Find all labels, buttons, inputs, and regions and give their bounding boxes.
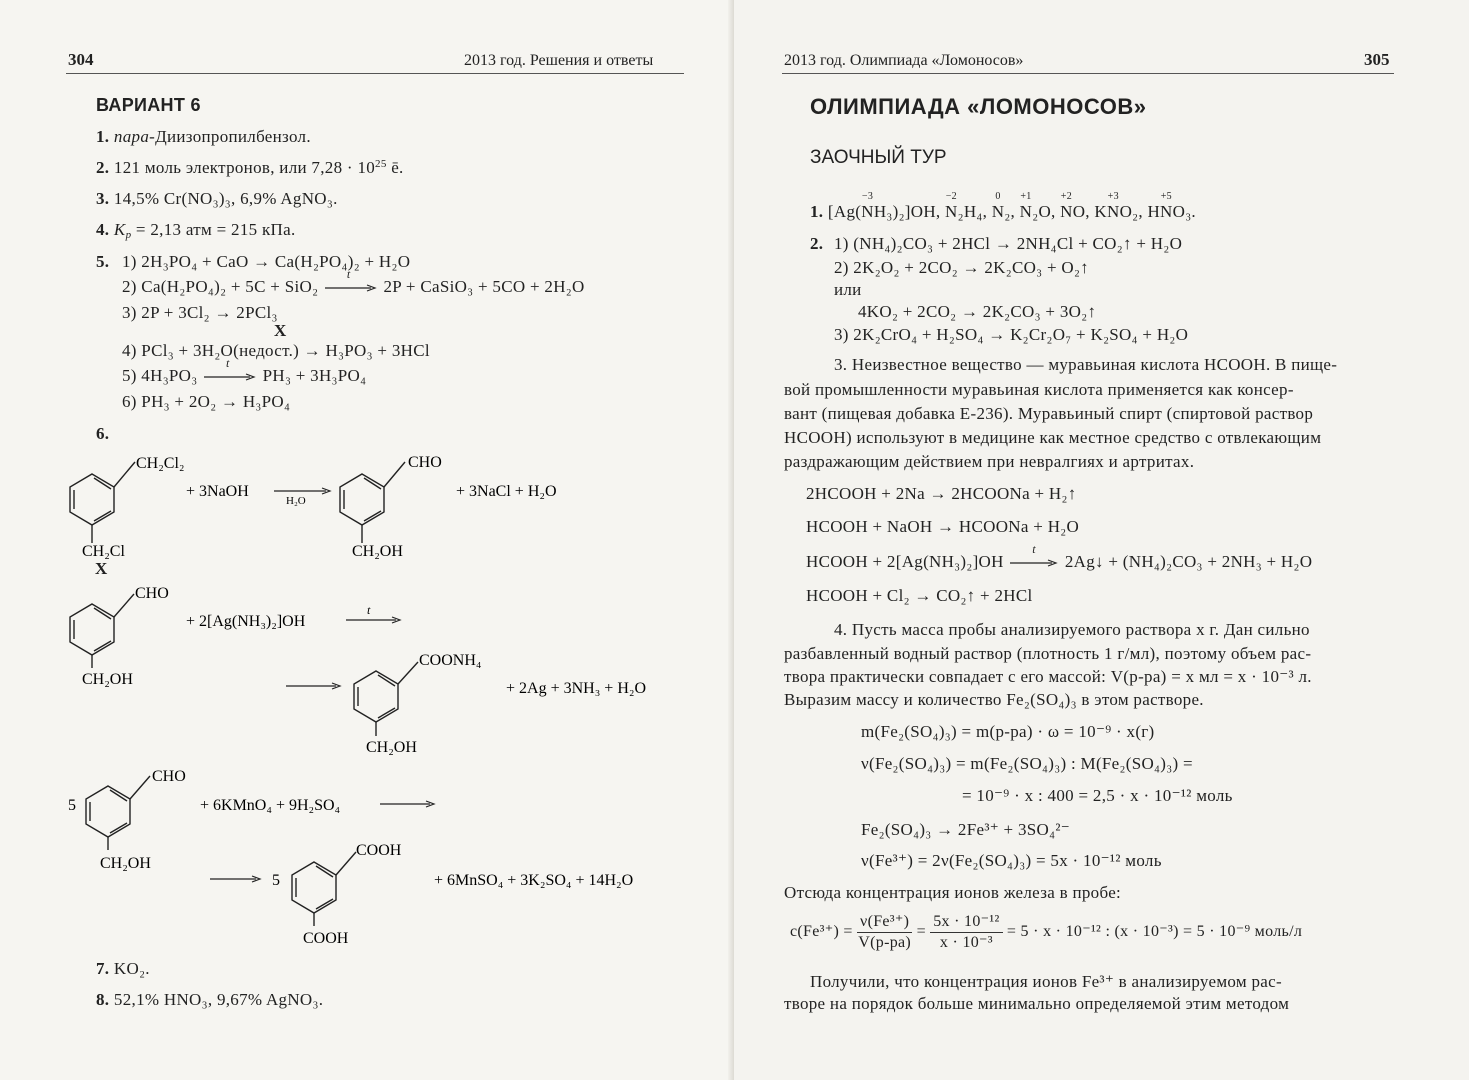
substituent: CH₂OH	[82, 671, 133, 688]
equation-part: 2Ag↓ + (NH₄)₂CO₃ + 2NH₃ + H₂O	[1064, 552, 1313, 571]
formula-part: O,	[1072, 202, 1095, 221]
header-rule	[66, 73, 684, 74]
reagent: + 3NaOH	[186, 483, 249, 500]
atom: N	[991, 202, 1005, 221]
answer-text: 121 моль электронов, или 7,28 · 10	[113, 158, 376, 177]
paragraph-line: Получили, что концентрация ионов Fe³⁺ в анализируемом рас-	[810, 972, 1282, 991]
heat-arrow	[323, 267, 379, 297]
x-mark: X	[274, 321, 287, 340]
reagent: + 2[Ag(NH₃)₂]OH	[186, 613, 306, 630]
equation-line: 1) (NH₄)₂CO₃ + 2HCl → 2NH₄Cl + CO₂↑ + H₂O	[834, 234, 1183, 253]
equation-part: 2P + CaSiO₃ + 5CO + 2H₂O	[383, 277, 585, 296]
byproducts: + 6MnSO₄ + 3K₂SO₄ + 14H₂O	[434, 872, 634, 889]
answer-3	[96, 189, 338, 209]
formula-part: K	[1094, 202, 1107, 221]
equation-line: HCOOH + NaOH → HCOONa + H₂O	[806, 517, 1080, 536]
left-page	[0, 0, 734, 1080]
equation-line: 3) 2K₂CrO₄ + H₂SO₄ → K₂Cr₂O₇ + K₂SO₄ + H₂O	[834, 325, 1189, 344]
formula-part: O₂,	[1119, 202, 1148, 221]
formula-part: H₃)₂]OH,	[873, 202, 946, 221]
paragraph-line: 3. Неизвестное вещество — муравьиная кислота HCOOH. В пище-	[834, 355, 1338, 374]
answer-1	[810, 191, 1196, 222]
equation-line: 3) 2P + 3Cl₂ → 2PCl₃	[122, 303, 278, 322]
answer-number: 1.	[810, 202, 824, 221]
answer-number: 3.	[96, 189, 110, 208]
answer-subscript: p	[125, 229, 132, 241]
fraction	[857, 912, 912, 953]
benzene-ring	[70, 462, 135, 543]
benzene-ring	[354, 662, 418, 736]
page-number: 305	[1364, 50, 1390, 69]
oxidized-atom	[945, 191, 958, 222]
oxidized-atom	[1160, 191, 1173, 222]
formula-rhs: = 5 · x · 10⁻¹² : (x · 10⁻³) = 5 · 10⁻⁹ моль/л	[1006, 923, 1303, 941]
oxidation-state: +5	[1160, 191, 1172, 202]
equation-line: = 10⁻⁹ · x : 400 = 2,5 · x · 10⁻¹² моль	[962, 786, 1233, 805]
answer-2	[96, 158, 404, 178]
substituent: CHO	[135, 585, 169, 602]
equals-sign: =	[916, 923, 926, 941]
formula-part: H	[1147, 202, 1161, 221]
equation-line: 4KO₂ + 2CO₂ → 2K₂CO₃ + 3O₂↑	[858, 302, 1097, 321]
equation-part: 5) 4H₃PO₃	[122, 366, 198, 385]
atom: N	[945, 202, 958, 221]
answer-number: 4.	[96, 220, 110, 239]
equation-line: ν(Fe₂(SO₄)₃) = m(Fe₂(SO₄)₃) : M(Fe₂(SO₄)₃) =	[861, 754, 1193, 773]
atom: N	[1019, 202, 1033, 221]
oxidized-atom	[1019, 191, 1033, 222]
denominator: x · 10⁻³	[939, 934, 993, 951]
answer-number: 2.	[96, 158, 110, 177]
formula-part: ₂H₄,	[957, 202, 992, 221]
fraction	[930, 912, 1002, 953]
paragraph-line: HCOOH) используют в медицине как местное средство с отвлекающим	[784, 428, 1322, 447]
arrow-icon	[1008, 558, 1058, 568]
atom: N	[1160, 202, 1173, 221]
answer-1	[96, 127, 311, 147]
header-rule	[782, 73, 1394, 74]
exponent: 25	[375, 158, 387, 170]
answer-8	[96, 990, 323, 1010]
connector-word: или	[834, 280, 862, 299]
equation-line: 2HCOOH + 2Na → 2HCOONa + H₂↑	[806, 484, 1077, 503]
answer-number: 8.	[96, 990, 110, 1009]
answer-text: -Диизопропилбензол.	[149, 127, 311, 146]
running-head: 2013 год. Олимпиада «Ломоносов»	[784, 52, 1024, 69]
equation-line: m(Fe₂(SO₄)₃) = m(р-ра) · ω = 10⁻⁹ · x(г)	[861, 722, 1155, 741]
substituent: CHO	[152, 768, 186, 785]
arrow-label: t	[346, 267, 351, 281]
paragraph-line: вант (пищевая добавка Е-236). Муравьиный спирт (спиртовой раствор	[784, 404, 1314, 423]
italic-prefix: пара	[113, 127, 150, 146]
page-number: 304	[68, 50, 94, 69]
equation-line: 6) PH₃ + 2O₂ → H₃PO₄	[122, 392, 291, 411]
reaction-1-scheme	[60, 448, 600, 578]
equation-line: 1) 2H₃PO₄ + CaO → Ca(H₂PO₄)₂ + H₂O	[122, 252, 411, 271]
oxidized-atom	[861, 191, 874, 222]
equation-line: 4) PCl₃ + 3H₂O(недост.) → H₃PO₃ + 3HCl	[122, 341, 430, 360]
formula-part: ₂O,	[1032, 202, 1061, 221]
atom: N	[1060, 202, 1073, 221]
oxidized-atom	[1060, 191, 1073, 222]
answer-7	[96, 959, 150, 979]
numerator: 5x · 10⁻¹²	[930, 912, 1002, 933]
equation-part: 2) Ca(H₂PO₄)₂ + 5C + SiO₂	[122, 277, 319, 296]
equation-line: HCOOH + Cl₂ → CO₂↑ + 2HCl	[806, 586, 1033, 605]
paragraph-line: раздражающим действием при невралгиях и артритах.	[784, 452, 1195, 471]
paragraph-line: Выразим массу и количество Fe₂(SO₄)₃ в этом растворе.	[784, 690, 1204, 709]
byproducts: + 2Ag + 3NH₃ + H₂O	[506, 680, 646, 697]
answer-text: KO₂.	[113, 959, 150, 978]
substituent: CH₂OH	[100, 855, 151, 872]
reagent: + 6KMnO₄ + 9H₂SO₄	[200, 797, 341, 814]
answer-text: 52,1% HNO₃, 9,67% AgNO₃.	[113, 990, 324, 1009]
atom: N	[1106, 202, 1120, 221]
formula-part: [Ag(	[827, 202, 862, 221]
benzene-ring	[340, 462, 405, 543]
concentration-formula	[790, 912, 1302, 953]
substituent: COOH	[303, 930, 349, 947]
substituent: COOH	[356, 842, 402, 859]
oxidized-atom	[1106, 191, 1120, 222]
paragraph-line: вой промышленности муравьиная кислота применяется как консер-	[784, 380, 1294, 399]
condition: H₂O	[286, 495, 306, 507]
answer-number: 2.	[810, 234, 824, 253]
equation-line: Fe₂(SO₄)₃ → 2Fe³⁺ + 3SO₄²⁻	[861, 820, 1071, 839]
byproducts: + 3NaCl + H₂O	[456, 483, 557, 500]
substituent: CHO	[408, 454, 442, 471]
answer-text: 14,5% Cr(NO₃)₃, 6,9% AgNO₃.	[113, 189, 338, 208]
heat-arrow	[202, 356, 258, 386]
coefficient: 5	[272, 872, 280, 889]
paragraph-line: твора практически совпадает с его массой: V(р-ра) = x мл = x · 10⁻³ л.	[784, 667, 1312, 686]
oxidized-atom	[991, 191, 1005, 222]
equation-part: HCOOH + 2[Ag(NH₃)₂]OH	[806, 552, 1004, 571]
formula-lhs: c(Fe³⁺) =	[790, 923, 853, 941]
answer-number: 7.	[96, 959, 110, 978]
arrow-icon	[202, 372, 256, 382]
arrow-label: t	[226, 356, 230, 370]
oxidation-state: −2	[945, 191, 957, 202]
equation-line: 2) 2K₂O₂ + 2CO₂ → 2K₂CO₃ + O₂↑	[834, 258, 1089, 277]
reaction-2-scheme	[60, 578, 700, 758]
atom: N	[861, 202, 874, 221]
answer-number: 1.	[96, 127, 110, 146]
oxidation-state: +1	[1020, 191, 1032, 202]
running-head: 2013 год. Решения и ответы	[464, 52, 654, 69]
denominator: V(р-ра)	[858, 934, 912, 951]
paragraph-line: Отсюда концентрация ионов железа в пробе:	[784, 883, 1122, 902]
answer-symbol: K	[113, 220, 126, 239]
oxidation-state: +2	[1060, 191, 1073, 202]
oxidation-state: −3	[861, 191, 874, 202]
equation-part: PH₃ + 3H₃PO₄	[262, 366, 367, 385]
coefficient: 5	[68, 797, 76, 814]
answer-tail: = 2,13 атм = 215 кПа.	[131, 220, 296, 239]
equation-line	[122, 356, 367, 386]
section-title: ОЛИМПИАДА «ЛОМОНОСОВ»	[810, 94, 1147, 119]
paragraph-line: разбавленный водный раствор (плотность 1 г/мл), поэтому объем рас-	[784, 644, 1312, 663]
substituent: CH₂OH	[352, 543, 403, 560]
substituent: CH₂OH	[366, 739, 417, 756]
substituent: COONH₄	[419, 652, 482, 669]
benzene-ring	[70, 594, 134, 668]
equation-line	[122, 267, 585, 297]
formula-part: ₂,	[1004, 202, 1020, 221]
x-mark: X	[95, 559, 108, 578]
variant-title: ВАРИАНТ 6	[96, 95, 201, 115]
benzene-ring	[292, 852, 356, 926]
equation-line: ν(Fe³⁺) = 2ν(Fe₂(SO₄)₃) = 5x · 10⁻¹² моль	[861, 851, 1162, 870]
reaction-3-scheme	[60, 764, 700, 954]
answer-4	[96, 220, 296, 241]
oxidation-state: +3	[1107, 191, 1119, 202]
equation-line	[806, 542, 1313, 572]
oxidation-state: 0	[995, 191, 1001, 202]
numerator: ν(Fe³⁺)	[857, 912, 912, 933]
benzene-ring	[86, 776, 150, 850]
condition: t	[367, 603, 371, 617]
substituent: CH₂Cl	[82, 543, 125, 560]
substituent: CH₂Cl₂	[136, 455, 185, 472]
paragraph-line: творе на порядок больше минимально определяемой этим методом	[784, 994, 1290, 1013]
answer-number: 6.	[96, 424, 110, 443]
right-page	[734, 0, 1469, 1080]
arrow-icon	[323, 283, 377, 293]
heat-arrow	[1008, 542, 1060, 572]
section-subtitle: ЗАОЧНЫЙ ТУР	[810, 147, 947, 168]
answer-tail: ē.	[386, 158, 404, 177]
paragraph-line: 4. Пусть масса пробы анализируемого раствора x г. Дан сильно	[834, 620, 1310, 639]
answer-number: 5.	[96, 252, 110, 271]
arrow-label: t	[1032, 542, 1036, 556]
formula-part: O₃.	[1172, 202, 1196, 221]
